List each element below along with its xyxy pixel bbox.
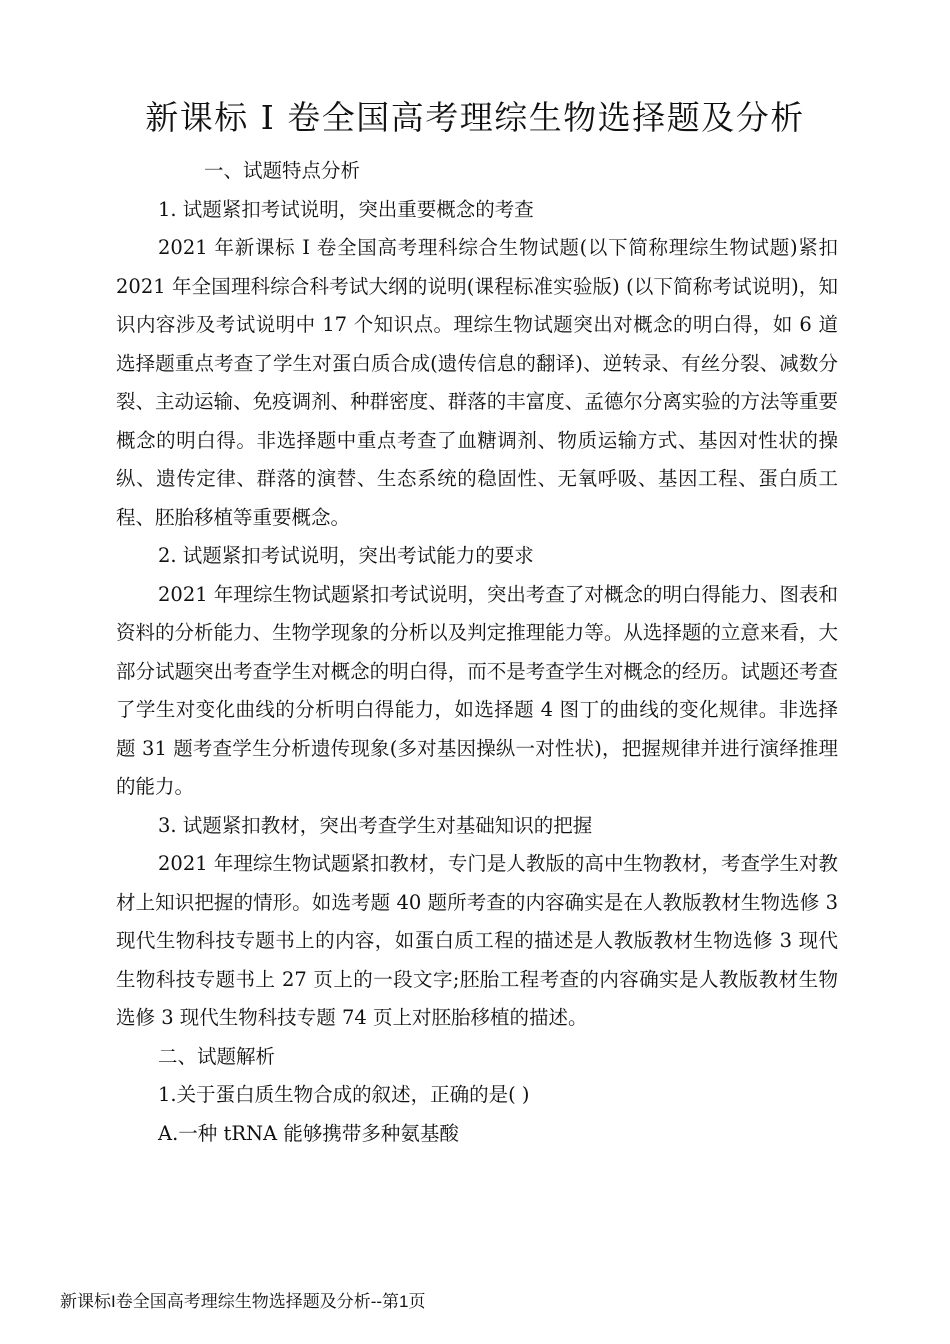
paragraph-3: 2021 年理综生物试题紧扣教材，专门是人教版的高中生物教材，考查学生对教材上知识把握的情形。如选考题 40 题所考查的内容确实是在人教版教材生物选修 3 现代生物科技专题书上的内容，如蛋白质工程的描述是人教版教材生物选修 3 现代生物科技专题书上 27 页上的一段文字;胚胎工程考查的内容确实是人教版教材生物选修 3 现代生物科技专题 74 页上对胚胎移植的描述。 xyxy=(116,852,838,1029)
question-1-stem: 1.关于蛋白质生物合成的叙述，正确的是( ) xyxy=(158,1083,530,1106)
paragraph-1: 2021 年新课标 I 卷全国高考理科综合生物试题(以下简称理综生物试题)紧扣 2021 年全国理科综合科考试大纲的说明(课程标准实验版) (以下简称考试说明)，知识内容涉及考试说明中 17 个知识点。理综生物试题突出对概念的明白得，如 6 道选择题重点考查了学生对蛋白质合成(遗传信息的翻译)、逆转录、有丝分裂、减数分裂、主动运输、免疫调剂、种群密度、群落的丰富度、孟德尔分离实验的方法等重要概念的明白得。非选择题中重点考查了血糖调剂、物质运输方式、基因对性状的操纵、遗传定律、群落的演替、生态系统的稳固性、无氧呼吸、基因工程、蛋白质工程、胚胎移植等重要概念。 xyxy=(116,236,838,529)
question-1-option-a: A.一种 tRNA 能够携带多种氨基酸 xyxy=(158,1121,459,1145)
section-heading-analysis: 一、试题特点分析 xyxy=(204,159,361,182)
paragraph-2: 2021 年理综生物试题紧扣考试说明，突出考查了对概念的明白得能力、图表和资料的分析能力、生物学现象的分析以及判定推理能力等。从选择题的立意来看，大部分试题突出考查学生对概念的明白得，而不是考查学生对概念的经历。试题还考查了学生对变化曲线的分析明白得能力，如选择题 4 图丁的曲线的变化规律。非选择题 31 题考查学生分析遗传现象(多对基因操纵一对性状)，把握规律并进行演绎推理的能力。 xyxy=(116,582,838,798)
subheading-1: 1. 试题紧扣考试说明，突出重要概念的考查 xyxy=(158,197,534,221)
subheading-2: 2. 试题紧扣考试说明，突出考试能力的要求 xyxy=(158,544,534,567)
subheading-3: 3. 试题紧扣教材，突出考查学生对基础知识的把握 xyxy=(158,813,593,837)
page-footer: 新课标I卷全国高考理综生物选择题及分析--第1页 xyxy=(60,1292,426,1311)
document-body xyxy=(116,152,838,1153)
document-title: 新课标 I 卷全国高考理综生物选择题及分析 xyxy=(145,98,805,137)
section-heading-questions: 二、试题解析 xyxy=(158,1044,276,1068)
